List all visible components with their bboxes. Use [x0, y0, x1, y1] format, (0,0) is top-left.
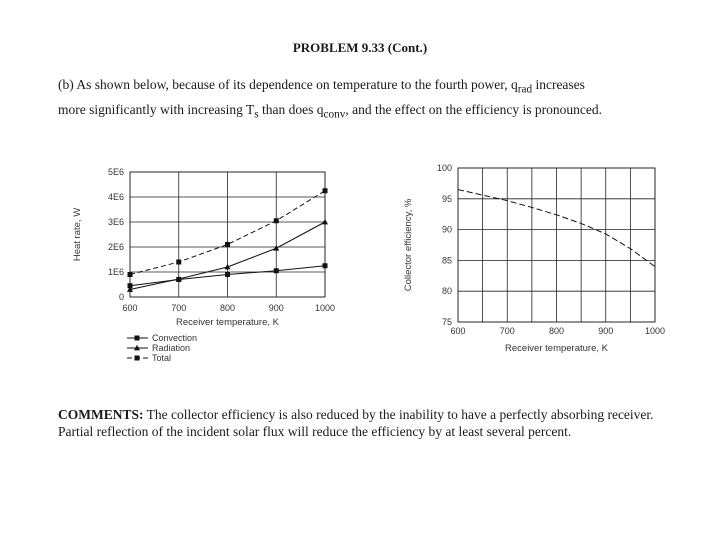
legend-marker	[135, 356, 140, 361]
x-tick-label: 900	[268, 303, 284, 313]
data-point-total	[323, 188, 328, 193]
part-b-line2-prefix: more significantly with increasing T	[58, 101, 255, 117]
data-point-total	[176, 260, 181, 265]
y-tick-label: 2E6	[107, 242, 124, 252]
x-tick-label: 900	[598, 326, 614, 336]
data-point-convection	[225, 272, 230, 277]
data-point-convection	[323, 263, 328, 268]
comments-text: The collector efficiency is also reduced by the inability to have a perfectly absorbing receiver. Partial reflection of the incident solar flux will reduce the efficiency by at least several percent.	[58, 407, 654, 439]
y-tick-label: 0	[118, 292, 124, 302]
q-conv-subscript: conv	[323, 108, 346, 121]
part-b-paragraph	[58, 75, 658, 124]
data-point-convection	[274, 268, 279, 273]
y-axis-label: Collector efficiency, %	[403, 198, 414, 292]
y-tick-label: 4E6	[107, 192, 124, 202]
y-axis-label: Heat rate, W	[72, 207, 83, 262]
x-tick-label: 1000	[314, 303, 336, 313]
y-tick-label: 80	[441, 286, 452, 297]
q-rad-subscript: rad	[517, 83, 533, 96]
x-tick-label: 700	[499, 326, 515, 336]
y-tick-label: 100	[436, 163, 452, 173]
y-tick-label: 75	[441, 317, 452, 327]
data-point-total	[225, 242, 230, 247]
part-b-line1-suffix: increases	[532, 77, 585, 92]
data-point-total	[128, 272, 133, 277]
y-tick-label: 1E6	[107, 267, 124, 277]
part-b-line2-mid: than does q	[258, 101, 324, 117]
legend-label: Total	[152, 353, 172, 363]
legend-label: Convection	[152, 333, 198, 343]
part-b-line1-prefix: (b) As shown below, because of its dependence on temperature to the fourth power, q	[58, 77, 518, 92]
x-tick-label: 1000	[644, 326, 666, 336]
part-b-line2-suffix: , and the effect on the efficiency is pronounced.	[345, 101, 603, 117]
x-axis-label: Receiver temperature, K	[505, 343, 608, 354]
y-tick-label: 3E6	[107, 217, 124, 227]
data-point-total	[274, 218, 279, 223]
comments-paragraph	[58, 406, 658, 440]
legend-label: Radiation	[152, 343, 191, 353]
x-axis-label: Receiver temperature, K	[176, 317, 279, 328]
x-tick-label: 600	[122, 303, 138, 313]
y-tick-label: 95	[441, 193, 452, 204]
x-tick-label: 600	[450, 326, 466, 336]
data-point-radiation	[273, 245, 279, 251]
page-title: PROBLEM 9.33 (Cont.)	[292, 40, 428, 55]
comments-label: COMMENTS:	[58, 407, 144, 422]
legend-marker	[135, 336, 140, 341]
y-tick-label: 90	[441, 224, 452, 235]
heat-rate-chart	[60, 160, 360, 380]
y-tick-label: 5E6	[107, 167, 124, 177]
x-tick-label: 800	[548, 326, 565, 336]
x-tick-label: 800	[219, 303, 236, 313]
y-tick-label: 85	[441, 255, 452, 266]
ts-subscript: s	[254, 108, 259, 121]
collector-efficiency-chart	[395, 160, 685, 360]
x-tick-label: 700	[171, 303, 187, 313]
